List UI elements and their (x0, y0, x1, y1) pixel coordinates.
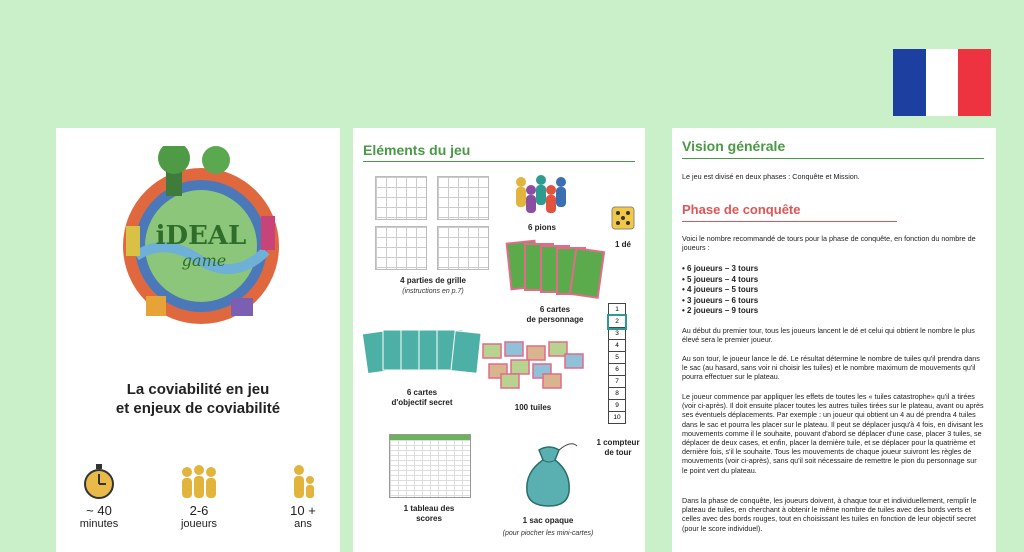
counter-cell: 8 (609, 388, 625, 400)
counter-cell: 7 (609, 376, 625, 388)
stat-age (268, 462, 338, 530)
conquest-paragraph-5: Dans la phase de conquête, les joueurs doivent, à chaque tour et individuellement, remplir le plateau de tuiles, en cherchant à obtenir le même nombre de tuiles avec des bords verts et celles avec des bords rouges, tout en choisissant les tuiles en fonction de leur objectif secret (pour le score individuel). (682, 496, 977, 533)
conquest-paragraph-4: Le joueur commence par appliquer les effets de toutes les « tuiles catastrophe» qu'il a tirées (voir ci-après). Il doit ensuite placer toutes les autres tuiles tirées sur le plateau, avant ou après ses éventuels déplacements. Par exemple : un joueur qui obtient un 4 au dé prendra 4 tuiles dans le sac et pourra les placer sur le plateau. Il peut se déplacer jusqu'à 4 fois, en divisant les mouvements comme il le souhaite, pouvant d'abord se déplacer d'une case, placer 3 tuiles, se déplacer de deux cases, et enfin, placer la dernière tuile, et se déplacer pour la quatrième et dernière fois, s'il le souhaite. Tous les mouvements de chaque joueur suivront les règles de mouvements (voir ci-après), sans qu'il soit nécessaire de remettre le pion du personnage sur le point vert du plateau. (682, 392, 984, 475)
bag-sublabel: (pour piocher les mini-cartes) (502, 530, 594, 537)
character-cards-image (503, 238, 607, 308)
counter-cell: 9 (609, 400, 625, 412)
turns-list (682, 264, 758, 317)
stat-age-value: 10 + (290, 503, 316, 518)
flag-red-stripe (958, 49, 991, 116)
french-flag (893, 49, 991, 116)
grid-part (437, 226, 489, 270)
grid-part (375, 226, 427, 270)
objective-cards-label-line2: d'objectif secret (391, 398, 453, 407)
counter-cell: 6 (609, 364, 625, 376)
pawns-label: 6 pions (527, 223, 556, 232)
grid-label: 4 parties de grille (400, 276, 466, 285)
logo-title: iDEAL (155, 221, 247, 251)
turn-counter-label-line2: de tour (604, 448, 632, 457)
cover-title (56, 380, 340, 418)
cover-title-line2: et enjeux de coviabilité (115, 400, 281, 417)
ideal-game-logo (106, 146, 296, 336)
bag-icon (515, 438, 583, 508)
stat-players (164, 462, 234, 530)
components-heading: Eléments du jeu (363, 142, 471, 158)
grid-sublabel: (instructions en p.7) (402, 288, 464, 295)
flag-blue-stripe (893, 49, 926, 116)
stat-players-value: 2-6 (189, 503, 209, 518)
grid-part (375, 176, 427, 220)
logo-subtitle: game (181, 251, 227, 270)
score-sheet-label-line2: scores (416, 514, 442, 523)
counter-cell: 3 (609, 328, 625, 340)
overview-heading: Vision générale (682, 138, 786, 154)
pawns-image (511, 174, 573, 214)
conquest-divider (682, 221, 897, 222)
conquest-paragraph-2: Au début du premier tour, tous les joueurs lancent le dé et celui qui obtient le nombre le plus élevé sera le premier joueur. (682, 326, 975, 345)
list-item: • 4 joueurs – 5 tours (682, 285, 759, 294)
cover-page (56, 128, 340, 552)
conquest-paragraph-1: Voici le nombre recommandé de tours pour la phase de conquête, en fonction du nombre de joueurs : (682, 234, 976, 253)
bag-label: 1 sac opaque (522, 516, 574, 525)
cover-title-line1: La coviabilité en jeu (126, 381, 270, 398)
character-cards-label-line2: de personnage (526, 315, 584, 324)
score-sheet-label-line1: 1 tableau des (403, 504, 455, 513)
counter-cell: 1 (609, 304, 625, 316)
score-sheet-image (389, 434, 471, 498)
grid-part (437, 176, 489, 220)
stat-players-label: joueurs (180, 518, 218, 530)
character-cards-label (503, 305, 607, 325)
stat-duration-value: ~ 40 (86, 503, 112, 518)
score-sheet-label (389, 504, 469, 524)
list-item: • 2 joueurs – 9 tours (682, 306, 759, 315)
stat-duration-label: minutes (79, 518, 119, 530)
tiles-image (481, 340, 585, 390)
stat-age-label: ans (294, 518, 312, 530)
counter-cell: 5 (609, 352, 625, 364)
turn-counter (608, 303, 626, 424)
character-cards-label-line1: 6 cartes (539, 305, 571, 314)
objective-cards-image (363, 326, 481, 382)
overview-intro: Le jeu est divisé en deux phases : Conquête et Mission. (682, 172, 860, 181)
counter-cell: 4 (609, 340, 625, 352)
stat-duration (64, 462, 134, 530)
overview-divider (682, 158, 984, 159)
players-icon (179, 462, 219, 500)
conquest-paragraph-3: Au son tour, le joueur lance le dé. Le résultat détermine le nombre de tuiles qu'il prendra dans le sac (au hasard, sans voir ni choisir les tuiles) et le nombre maximum de mouvements qu'il pourra effectuer sur le plateau. (682, 354, 980, 382)
heading-divider (363, 161, 635, 162)
turn-counter-label (593, 438, 643, 458)
list-item: • 3 joueurs – 6 tours (682, 295, 759, 305)
age-icon (288, 462, 318, 500)
conquest-heading: Phase de conquête (682, 202, 801, 217)
die-label: 1 dé (614, 240, 631, 249)
overview-page (672, 128, 996, 552)
list-item: • 6 joueurs – 3 tours (682, 264, 759, 273)
objective-cards-label-line1: 6 cartes (406, 388, 438, 397)
die-icon (611, 206, 635, 230)
game-components-page (353, 128, 645, 552)
list-item: • 5 joueurs – 4 tours (682, 274, 759, 284)
counter-cell: 2 (609, 316, 625, 328)
tiles-label: 100 tuiles (514, 403, 552, 412)
flag-white-stripe (926, 49, 959, 116)
stopwatch-icon (82, 462, 116, 500)
turn-counter-label-line1: 1 compteur (596, 438, 640, 447)
counter-cell: 10 (613, 414, 621, 421)
objective-cards-label (363, 388, 481, 408)
